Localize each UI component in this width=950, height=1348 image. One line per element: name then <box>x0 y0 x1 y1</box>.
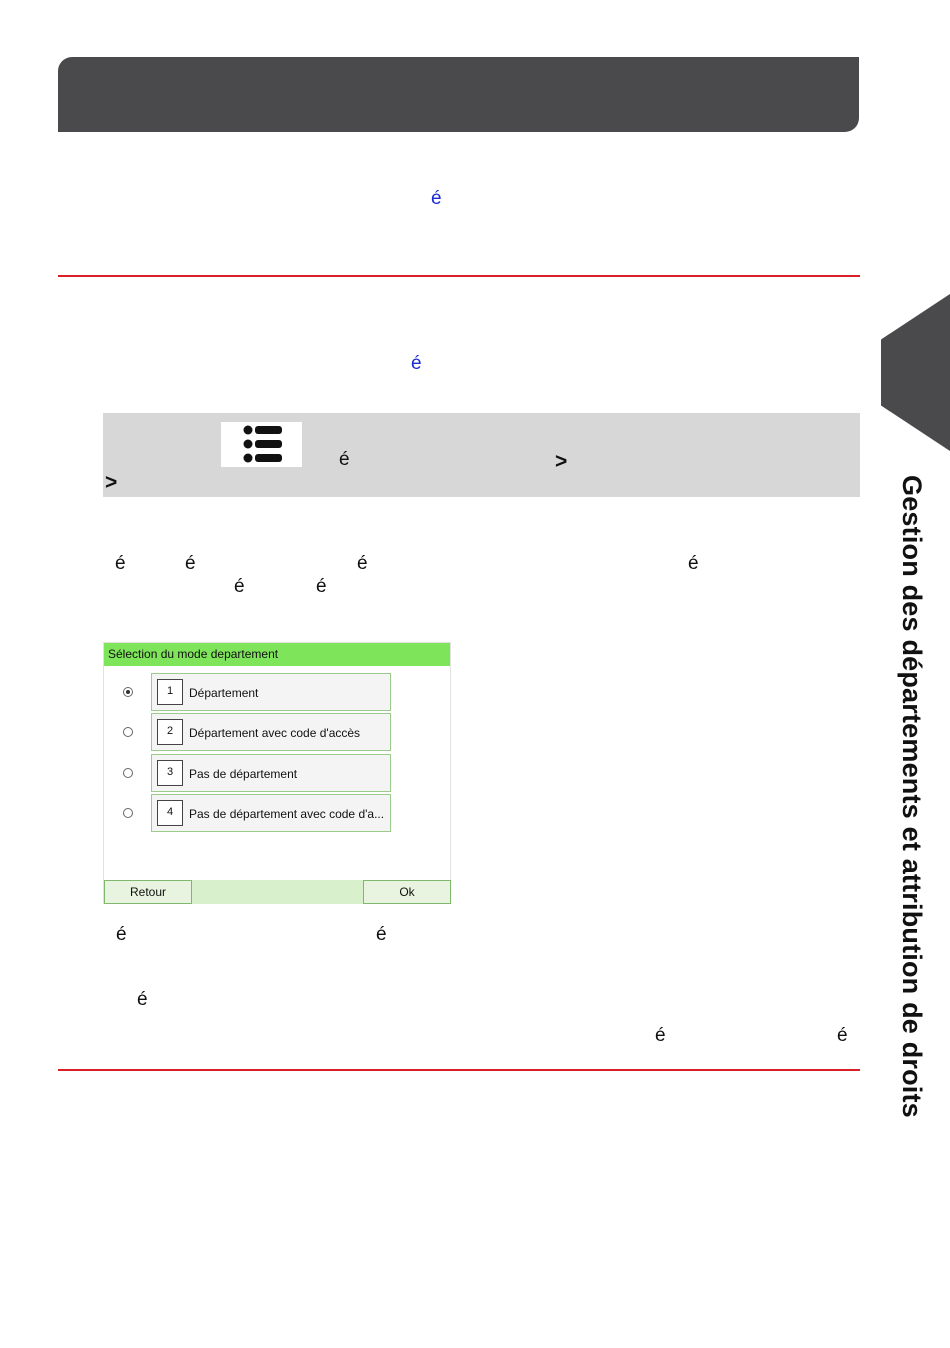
glyph-e-acute: é <box>137 989 148 1010</box>
option-box[interactable] <box>151 673 391 711</box>
chapter-title: Gestion des départements et attribution de droits <box>897 475 927 1118</box>
glyph-e-acute: é <box>688 553 699 574</box>
glyph-e-acute: é <box>339 449 350 470</box>
glyph-e-acute: é <box>357 553 368 574</box>
option-number: 3 <box>157 760 183 786</box>
back-button[interactable]: Retour <box>104 880 192 904</box>
option-row-2[interactable] <box>104 713 450 751</box>
option-box[interactable] <box>151 713 391 751</box>
nav-arrow: > <box>555 450 568 473</box>
device-screen <box>103 642 451 904</box>
instruction-band <box>103 413 860 497</box>
glyph-e-acute: é <box>837 1025 848 1046</box>
radio-button[interactable] <box>123 727 133 737</box>
glyph-e-acute: é <box>185 553 196 574</box>
option-label: Pas de département <box>189 767 298 781</box>
option-number: 2 <box>157 719 183 745</box>
option-label: Pas de département avec code d'a... <box>189 807 385 821</box>
glyph-e-acute: é <box>234 576 245 597</box>
screen-footer <box>104 880 450 904</box>
option-label: Département <box>189 686 259 700</box>
menu-list-icon <box>221 422 302 467</box>
glyph-e-acute: é <box>115 553 126 574</box>
glyph-e-acute: é <box>655 1025 666 1046</box>
option-number: 1 <box>157 679 183 705</box>
screen-title: Sélection du mode departement <box>104 643 450 666</box>
nav-arrow: > <box>105 471 118 494</box>
glyph-e-acute: é <box>376 924 387 945</box>
ok-button[interactable]: Ok <box>363 880 451 904</box>
option-label: Département avec code d'accès <box>189 726 361 740</box>
radio-button[interactable] <box>123 808 133 818</box>
red-divider-bottom <box>58 1069 860 1071</box>
radio-button[interactable] <box>123 687 133 697</box>
option-row-4[interactable] <box>104 794 450 832</box>
option-box[interactable] <box>151 754 391 792</box>
option-number: 4 <box>157 800 183 826</box>
option-row-1[interactable] <box>104 673 450 711</box>
glyph-e-acute: é <box>116 924 127 945</box>
chapter-tab <box>881 290 950 455</box>
glyph-e-acute: é <box>411 353 422 374</box>
glyph-e-acute: é <box>431 188 442 209</box>
option-row-3[interactable] <box>104 754 450 792</box>
red-divider-top <box>58 275 860 277</box>
section-header-bar <box>58 57 859 132</box>
radio-button[interactable] <box>123 768 133 778</box>
option-box[interactable] <box>151 794 391 832</box>
glyph-e-acute: é <box>316 576 327 597</box>
